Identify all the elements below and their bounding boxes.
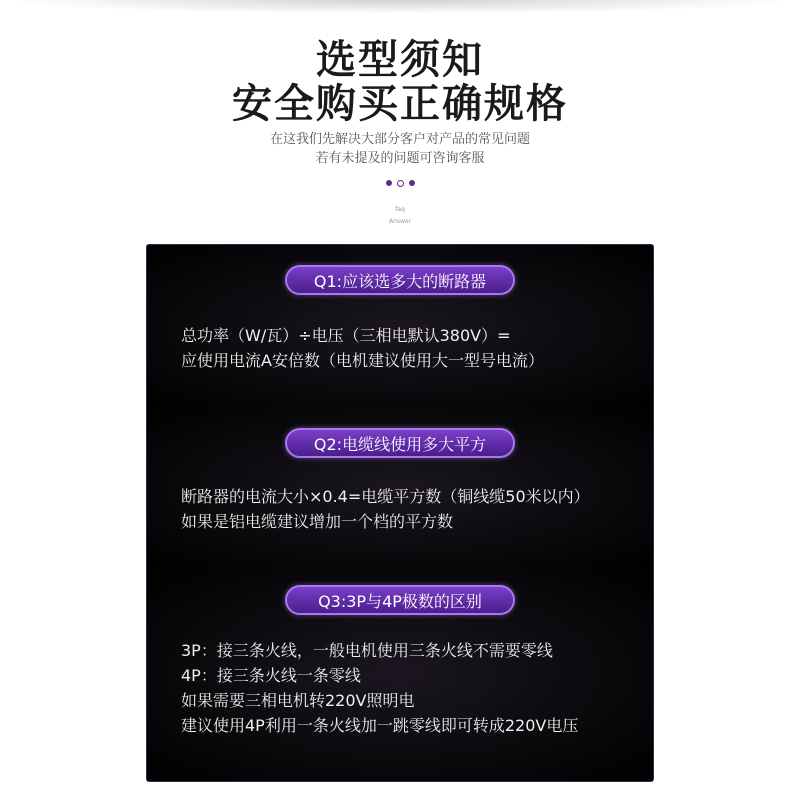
- faq-panel: [146, 244, 654, 782]
- page-title: 选型须知: [316, 37, 484, 83]
- answer-line: 如果是铝电缆建议增加一个档的平方数: [181, 512, 454, 531]
- answer-line: 建议使用4P利用一条火线加一跳零线即可转成220V电压: [181, 716, 579, 735]
- answer-line: 如果需要三相电机转220V照明电: [181, 691, 415, 710]
- top-shadow: [0, 0, 800, 14]
- answer-line: 3P：接三条火线，一般电机使用三条火线不需要零线: [181, 641, 553, 660]
- carousel-dots: [0, 180, 800, 187]
- dot-indicator: [409, 180, 415, 186]
- answer-line: 断路器的电流大小×0.4=电缆平方数（铜线缆50米以内）: [181, 487, 590, 506]
- dot-indicator: [386, 180, 392, 186]
- answer-line: 应使用电流A安倍数（电机建议使用大一型号电流）: [181, 351, 544, 370]
- faq-question-2: Q2:电缆线使用多大平方: [285, 428, 515, 458]
- tiny-label: faq: [395, 206, 405, 213]
- page-title-secondary: 安全购买正确规格: [232, 81, 568, 127]
- faq-answer-1: [181, 323, 544, 373]
- faq-answer-2: [181, 484, 590, 534]
- faq-answer-3: [181, 638, 578, 738]
- answer-line: 4P：接三条火线一条零线: [181, 666, 361, 685]
- faq-question-3: Q3:3P与4P极数的区别: [285, 585, 515, 615]
- subtitle-line: 在这我们先解决大部分客户对产品的常见问题: [269, 132, 530, 147]
- faq-question-1: Q1:应该选多大的断路器: [285, 265, 515, 295]
- tiny-label: Answer: [388, 218, 412, 225]
- answer-line: 总功率（W/瓦）÷电压（三相电默认380V）=: [181, 326, 511, 345]
- subtitle-line: 若有未提及的问题可咨询客服: [315, 151, 485, 166]
- dot-indicator-active: [397, 180, 404, 187]
